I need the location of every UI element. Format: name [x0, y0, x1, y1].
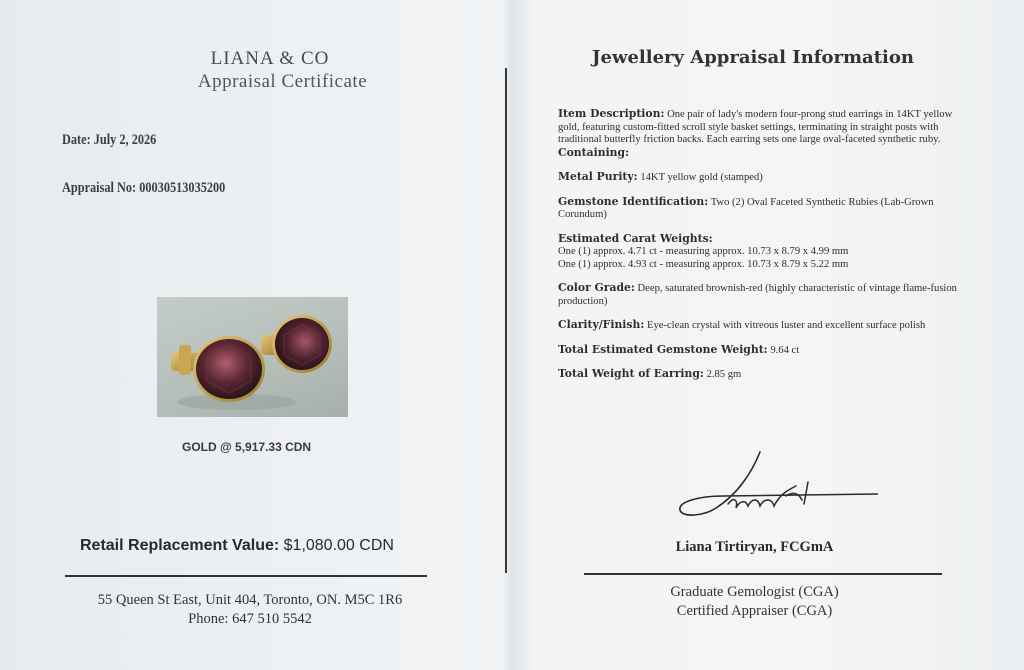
left-page — [0, 0, 505, 670]
carat-line-2: One (1) approx. 4.93 ct - measuring approx. 10.73 x 8.79 x 5.22 mm — [558, 258, 849, 270]
carat-line-1: One (1) approx. 4.71 ct - measuring approx. 10.73 x 8.79 x 4.99 mm — [558, 246, 849, 257]
right-divider — [584, 573, 942, 575]
color-grade — [558, 282, 963, 308]
appraisal-details — [558, 108, 963, 392]
appraisal-date: Date: July 2, 2026 — [62, 132, 157, 148]
gemstone-text: Two (2) Oval Faceted Synthetic Rubies (Lab-Grown Corundum) — [558, 196, 934, 220]
gemstone-identification — [558, 196, 963, 222]
item-description-label: Item Description: — [558, 107, 665, 120]
retail-label: Retail Replacement Value: — [80, 537, 280, 554]
company-name: LIANA & CO — [210, 48, 330, 69]
metal-purity-text: 14KT yellow gold (stamped) — [640, 172, 763, 183]
carat-weights — [558, 233, 963, 272]
retail-value: $1,080.00 CDN — [283, 537, 394, 554]
phone-line: Phone: 647 510 5542 — [188, 611, 312, 627]
item-description-text: One pair of lady's modern four-prong stud earrings in 14KT yellow gold, featuring custom-fitted scroll style basket settings, terminating in straight posts with traditional butterfly friction backs. Each earring sets one large oval-faceted synthetic ruby. — [558, 109, 953, 145]
information-title: Jewellery Appraisal Information — [592, 47, 914, 68]
right-page — [510, 0, 1024, 670]
color-label: Color Grade: — [558, 281, 635, 294]
gold-price: GOLD @ 5,917.33 CDN — [182, 440, 312, 454]
signature — [668, 446, 878, 530]
clarity-text: Eye-clean crystal with vitreous luster and excellent surface polish — [646, 320, 926, 331]
total-weight-label: Total Weight of Earring: — [558, 367, 704, 380]
gemstone-label: Gemstone Identification: — [558, 194, 709, 208]
total-gemstone-weight — [558, 344, 963, 358]
color-text: Deep, saturated brownish-red (highly characteristic of vintage flame-fusion production) — [558, 283, 957, 307]
credential-gemologist: Graduate Gemologist (CGA) — [670, 584, 839, 600]
total-weight-value: 2.85 gm — [706, 369, 742, 380]
clarity-label: Clarity/Finish: — [558, 318, 645, 331]
containing-label: Containing: — [558, 145, 630, 159]
fold-line — [505, 68, 507, 573]
left-divider — [65, 575, 427, 577]
appraisal-number: Appraisal No: 00030513035200 — [62, 180, 226, 196]
total-gem-label: Total Estimated Gemstone Weight: — [558, 342, 768, 356]
carat-label: Estimated Carat Weights: — [558, 231, 713, 245]
item-description — [558, 108, 963, 147]
retail-replacement-value — [80, 537, 394, 555]
earrings-photo — [157, 297, 348, 417]
containing — [558, 147, 963, 161]
address-line: 55 Queen St East, Unit 404, Toronto, ON. M5C 1R6 — [97, 592, 403, 608]
certificate-title: Appraisal Certificate — [197, 71, 368, 92]
credential-appraiser: Certified Appraiser (CGA) — [676, 603, 833, 619]
signer-name: Liana Tirtiryan, FCGmA — [675, 539, 834, 555]
clarity-finish — [558, 319, 963, 333]
total-gem-value: 9.64 ct — [770, 344, 800, 356]
metal-purity-label: Metal Purity: — [558, 170, 638, 183]
metal-purity — [558, 171, 963, 185]
ruby-stud-earrings-photo-icon — [157, 297, 348, 417]
handwritten-signature-icon — [668, 446, 878, 526]
total-earring-weight — [558, 368, 963, 382]
